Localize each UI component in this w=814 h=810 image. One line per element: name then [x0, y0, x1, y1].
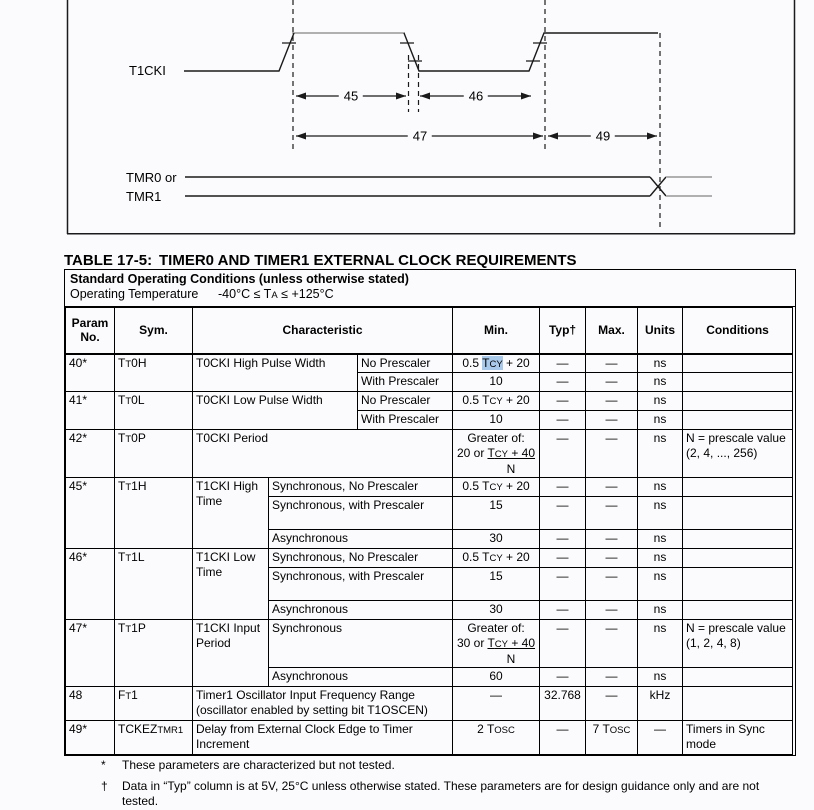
min-text: T [487, 446, 495, 460]
units-cell: ns [638, 530, 683, 549]
conditions-cell [683, 411, 793, 430]
min-text: + 20 [502, 479, 530, 493]
t1cki-waveform [184, 33, 658, 71]
max-cell [586, 721, 638, 755]
footnote-text: Data in “Typ” column is at 5V, 25°C unless otherwise stated. These parameters are for design guidance only and are not tested. [122, 778, 760, 808]
min-text: 0.5 T [462, 550, 490, 564]
max-cell: — [586, 497, 638, 530]
operating-conditions-box [65, 270, 795, 307]
dim-label-49: 49 [591, 129, 615, 144]
typ-cell: — [540, 601, 586, 620]
table-row [66, 549, 793, 568]
dim-label-46: 46 [464, 89, 488, 104]
min-text: 30 or [456, 636, 488, 650]
conditions-line2 [70, 287, 790, 303]
min-cell: 15 [453, 497, 540, 530]
conditions-cell [683, 668, 793, 687]
sym-text: T [125, 624, 132, 635]
sym-text: T [125, 691, 132, 702]
sub-characteristic-cell: Synchronous [269, 620, 453, 668]
units-cell: ns [638, 668, 683, 687]
param-cell: 40* [66, 354, 115, 392]
min-cell: 60 [453, 668, 540, 687]
typ-cell: — [540, 430, 586, 478]
conditions-cell [683, 373, 793, 392]
sym-cell [115, 430, 193, 478]
tmr-bus-gray-tails [666, 177, 712, 196]
typ-cell: — [540, 530, 586, 549]
sym-text: 1L [131, 550, 145, 564]
units-cell: ns [638, 549, 683, 568]
units-cell: ns [638, 478, 683, 497]
param-cell: 45* [66, 478, 115, 549]
max-cell: — [586, 687, 638, 721]
sym-text: TMR1 [157, 725, 184, 736]
characteristic-cell: Delay from External Clock Edge to Timer Increment [193, 721, 453, 755]
figure-frame [67, 0, 795, 234]
timing-diagram [0, 0, 814, 240]
min-text: T [487, 636, 495, 650]
table-row [66, 430, 793, 478]
max-cell: — [586, 668, 638, 687]
sub-characteristic-cell: No Prescaler [358, 354, 453, 373]
table-row [66, 687, 793, 721]
min-text: CY [489, 553, 503, 564]
typ-cell: — [540, 373, 586, 392]
table-row [66, 620, 793, 668]
footnote-symbol: † [101, 778, 108, 793]
signal-label-tmr0: TMR0 or [126, 170, 177, 185]
min-text: T [482, 355, 490, 370]
min-text: Greater of: [467, 431, 525, 445]
units-cell: ns [638, 354, 683, 373]
typ-cell: — [540, 478, 586, 497]
table-row [66, 721, 793, 755]
sym-text: T [125, 396, 132, 407]
typ-cell: — [540, 620, 586, 668]
min-cell: 30 [453, 530, 540, 549]
sym-text: T [118, 355, 126, 370]
temp-range-text: -40°C ≤ T [218, 287, 272, 301]
min-cell [453, 354, 540, 373]
min-cell: 30 [453, 601, 540, 620]
min-text: CY [489, 358, 503, 370]
min-cell [453, 430, 540, 478]
table-row [66, 354, 793, 373]
table-title [64, 252, 577, 269]
conditions-cell: N = prescale value (1, 2, 4, 8) [683, 620, 793, 668]
sym-cell [115, 478, 193, 549]
typ-cell: — [540, 411, 586, 430]
footnotes [64, 753, 804, 810]
min-cell [453, 620, 540, 668]
col-header-sym: Sym. [115, 308, 193, 354]
units-cell: ns [638, 392, 683, 411]
sub-characteristic-cell: Synchronous, No Prescaler [269, 478, 453, 497]
min-text: + 40 [508, 446, 536, 460]
param-cell: 41* [66, 392, 115, 430]
max-cell: — [586, 549, 638, 568]
sym-text: T [118, 479, 126, 493]
conditions-cell [683, 568, 793, 601]
min-text: CY [489, 482, 503, 493]
sym-text: 0H [131, 355, 147, 370]
conditions-line1: Standard Operating Conditions (unless otherwise stated) [70, 272, 409, 286]
conditions-cell [683, 392, 793, 411]
min-text: 0.5 T [462, 393, 490, 407]
footnote-text: These parameters are characterized but not tested. [122, 758, 395, 772]
sym-text: T [125, 482, 132, 493]
fraction-numerator [487, 446, 535, 460]
sym-text: 1H [131, 479, 147, 493]
typ-cell: — [540, 392, 586, 411]
typ-cell: — [540, 721, 586, 755]
units-cell: ns [638, 373, 683, 392]
table-number-label: TABLE 17-5: [64, 252, 153, 269]
characteristic-cell: T0CKI Low Pulse Width [193, 392, 358, 430]
sub-characteristic-cell: Asynchronous [269, 530, 453, 549]
col-header-units: Units [638, 308, 683, 354]
table-row [66, 478, 793, 497]
min-text: 20 or [456, 446, 488, 460]
col-header-conditions: Conditions [683, 308, 793, 354]
min-cell [453, 721, 540, 755]
dim-label-45: 45 [339, 89, 363, 104]
max-cell: — [586, 601, 638, 620]
min-fraction [454, 446, 538, 462]
param-cell: 46* [66, 549, 115, 620]
max-cell: — [586, 411, 638, 430]
sub-characteristic-cell: With Prescaler [358, 411, 453, 430]
sym-cell [115, 721, 193, 755]
timing-diagram-canvas [0, 0, 814, 240]
max-cell: — [586, 530, 638, 549]
min-fraction [454, 636, 538, 652]
table-row [66, 392, 793, 411]
min-text: 0.5 [462, 355, 483, 370]
typ-cell: — [540, 354, 586, 373]
sym-text: TCKEZ [118, 722, 158, 736]
min-text: + 20 [502, 355, 530, 370]
max-cell: — [586, 620, 638, 668]
conditions-cell [683, 530, 793, 549]
min-text: 0.5 T [462, 479, 490, 493]
min-cell: 10 [453, 373, 540, 392]
col-header-param [66, 308, 115, 354]
sub-characteristic-cell: With Prescaler [358, 373, 453, 392]
units-cell: — [638, 721, 683, 755]
typ-cell: — [540, 668, 586, 687]
sub-characteristic-cell: Synchronous, No Prescaler [269, 549, 453, 568]
conditions-cell: N = prescale value (2, 4, ..., 256) [683, 430, 793, 478]
param-cell: 49* [66, 721, 115, 755]
characteristic-cell: T0CKI Period [193, 430, 453, 478]
footnote-symbol: * [101, 758, 106, 772]
min-cell [453, 549, 540, 568]
sym-text: F [118, 688, 126, 702]
param-cell: 42* [66, 430, 115, 478]
header-text: No. [80, 330, 100, 345]
header-text: Param [71, 316, 109, 331]
typ-cell: — [540, 568, 586, 601]
sym-text: T [125, 434, 132, 445]
units-cell: ns [638, 601, 683, 620]
sym-text: T [118, 431, 126, 445]
sub-characteristic-cell: Asynchronous [269, 601, 453, 620]
sym-text: T [125, 553, 132, 564]
min-text: CY [489, 396, 503, 407]
sub-characteristic-cell: Synchronous, with Prescaler [269, 568, 453, 601]
characteristic-cell: T1CKI Low Time [193, 549, 269, 620]
units-cell: ns [638, 620, 683, 668]
max-cell: — [586, 430, 638, 478]
characteristic-cell: T1CKI Input Period [193, 620, 269, 687]
sym-text: 1P [131, 621, 146, 635]
units-cell: kHz [638, 687, 683, 721]
units-cell: ns [638, 430, 683, 478]
conditions-cell [683, 354, 793, 373]
min-cell: 10 [453, 411, 540, 430]
max-cell: — [586, 373, 638, 392]
conditions-cell: Timers in Sync mode [683, 721, 793, 755]
table-title-text: TIMER0 AND TIMER1 EXTERNAL CLOCK REQUIREMENTS [159, 252, 577, 269]
min-text: 2 T [477, 722, 495, 736]
temp-range-subscript: A [271, 290, 278, 301]
clock-requirements-table [64, 269, 796, 756]
sym-cell [115, 687, 193, 721]
min-text: CY [494, 639, 508, 650]
col-header-min: Min. [453, 308, 540, 354]
units-cell: ns [638, 411, 683, 430]
conditions-cell [683, 549, 793, 568]
sub-characteristic-cell: Synchronous, with Prescaler [269, 497, 453, 530]
col-header-typ: Typ† [540, 308, 586, 354]
min-text: + 20 [502, 393, 530, 407]
typ-cell: 32.768 [540, 687, 586, 721]
tmr-bus-lines [185, 177, 666, 196]
selection-highlight[interactable] [482, 356, 503, 370]
max-text: OSC [609, 725, 631, 736]
param-cell: 47* [66, 620, 115, 687]
signal-label-tmr1: TMR1 [126, 189, 162, 204]
sym-text: 0P [131, 431, 146, 445]
min-text: + 40 [508, 636, 536, 650]
temp-range-text: ≤ +125°C [277, 287, 334, 301]
units-cell: ns [638, 568, 683, 601]
units-cell: ns [638, 497, 683, 530]
conditions-cell [683, 601, 793, 620]
sub-characteristic-cell: No Prescaler [358, 392, 453, 411]
conditions-cell [683, 687, 793, 721]
fraction-numerator [487, 636, 535, 650]
typ-cell: — [540, 497, 586, 530]
max-cell: — [586, 478, 638, 497]
max-cell: — [586, 568, 638, 601]
min-text: + 20 [502, 550, 530, 564]
max-cell: — [586, 392, 638, 411]
sym-cell [115, 392, 193, 430]
characteristic-cell: T1CKI High Time [193, 478, 269, 549]
signal-label-t1cki: T1CKI [129, 63, 166, 78]
sym-cell [115, 354, 193, 392]
min-text: OSC [494, 725, 515, 736]
conditions-cell [683, 478, 793, 497]
operating-temperature-label: Operating Temperature [70, 287, 199, 301]
sym-text: T [118, 393, 126, 407]
conditions-cell [683, 497, 793, 530]
min-cell [453, 392, 540, 411]
dim-label-47: 47 [408, 129, 432, 144]
fraction-denominator: N [506, 652, 516, 666]
sub-characteristic-cell: Asynchronous [269, 668, 453, 687]
sym-text: T [125, 358, 132, 370]
characteristic-cell: Timer1 Oscillator Input Frequency Range (oscillator enabled by setting bit T1OSCEN) [193, 687, 453, 721]
min-cell [453, 478, 540, 497]
min-text: CY [494, 449, 508, 460]
min-cell: 15 [453, 568, 540, 601]
characteristic-cell: T0CKI High Pulse Width [193, 354, 358, 392]
param-cell: 48 [66, 687, 115, 721]
fraction-denominator: N [506, 462, 516, 476]
sym-cell [115, 620, 193, 687]
col-header-characteristic: Characteristic [193, 308, 453, 354]
typ-cell: — [540, 549, 586, 568]
min-text: Greater of: [467, 621, 525, 635]
footnote-dagger [64, 779, 804, 810]
footnote-star [64, 758, 804, 774]
col-header-max: Max. [586, 308, 638, 354]
max-cell: — [586, 354, 638, 373]
sym-text: T [118, 550, 126, 564]
max-text: 7 T [592, 722, 610, 736]
sym-text: 1 [131, 688, 138, 702]
sym-cell [115, 549, 193, 620]
sym-text: 0L [131, 393, 145, 407]
sym-text: T [118, 621, 126, 635]
parameters-table [65, 307, 793, 755]
header-row [66, 308, 793, 354]
min-cell: — [453, 687, 540, 721]
